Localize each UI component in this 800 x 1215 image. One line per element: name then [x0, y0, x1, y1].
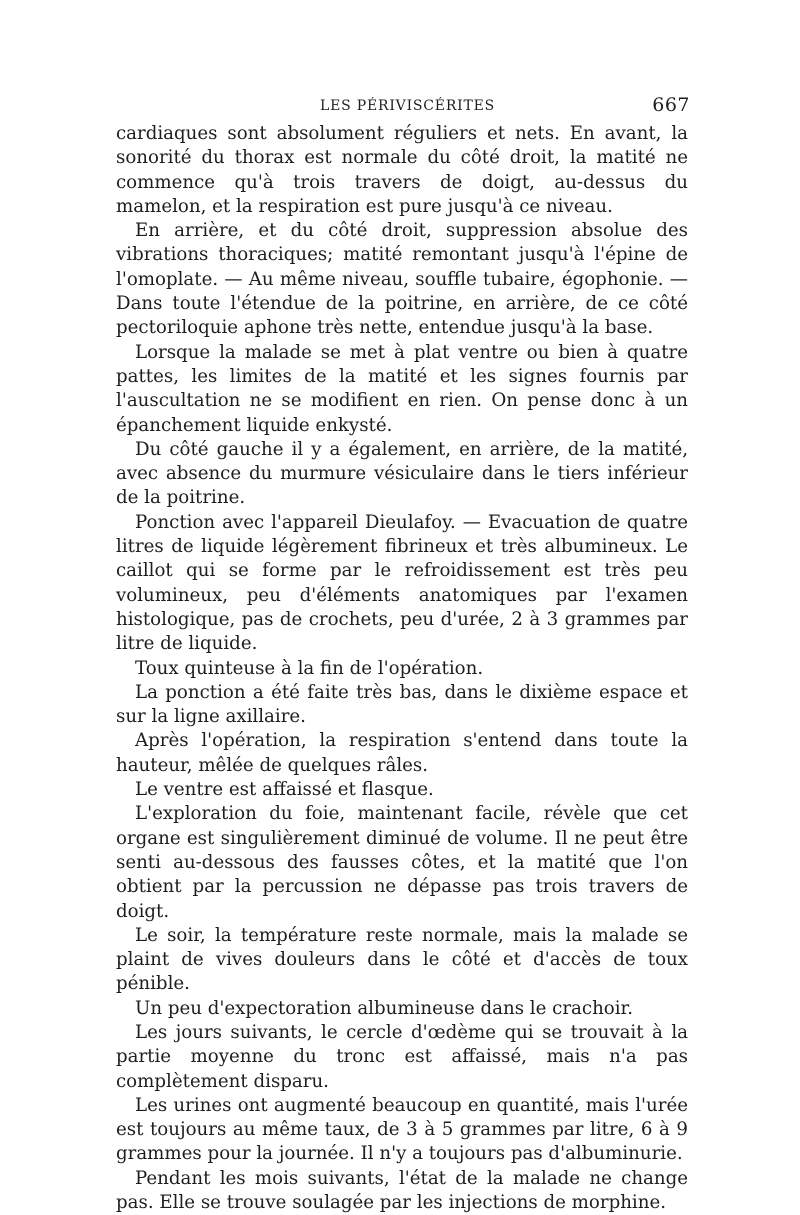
paragraph: Ponction avec l'appareil Dieulafoy. — Evacuation de quatre litres de liquide légèrement fibrineux et très albumineux. Le caillot qui se forme par le refroidissement est très peu volumineux, peu d'éléments anatomiques par l'examen histologique, pas de crochets, peu d'urée, 2 à 3 grammes par litre de liquide.: [116, 511, 688, 655]
paragraph-continued: cardiaques sont absolument réguliers et nets. En avant, la sonorité du thorax est normale du côté droit, la matité ne commence qu'à trois travers de doigt, au-dessus du mamelon, et la respiration est pure jusqu'à ce niveau.: [116, 123, 688, 217]
paragraph: Lorsque la malade se met à plat ventre ou bien à quatre pattes, les limites de la matité et les signes fournis par l'auscultation ne se modifient en rien. On pense donc à un épanchement liquide enkysté.: [116, 341, 688, 436]
paragraph: Pendant les mois suivants, l'état de la malade ne change pas. Elle se trouve soulagée par les injections de morphine.: [116, 1167, 688, 1214]
body-text: [116, 122, 688, 1215]
paragraph: Toux quinteuse à la fin de l'opération.: [135, 657, 484, 679]
running-header: [116, 92, 688, 122]
paragraph: Un peu d'expectoration albumineuse dans le crachoir.: [135, 997, 634, 1019]
paragraph: L'exploration du foie, maintenant facile, révèle que cet organe est singulièrement diminué de volume. Il ne peut être senti au-dessous des fausses côtes, et la matité que l'on obtient par la percussion ne dépasse pas trois travers de doigt.: [116, 803, 688, 922]
page-number: 667: [652, 94, 690, 116]
paragraph: Les urines ont augmenté beaucoup en quantité, mais l'urée est toujours au même taux, de 3 à 5 grammes par litre, 6 à 9 grammes pour la journée. Il n'y a toujours pas d'albuminurie.: [116, 1094, 688, 1165]
paragraph: Après l'opération, la respiration s'entend dans toute la hauteur, mêlée de quelques râles.: [116, 730, 688, 776]
paragraph: En arrière, et du côté droit, suppression absolue des vibrations thoraciques; matité remontant jusqu'à l'épine de l'omoplate. — Au même niveau, souffle tubaire, égophonie. — Dans toute l'étendue de la poitrine, en arrière, de ce côté pectoriloquie aphone très nette, entendue jusqu'à la base.: [116, 220, 688, 339]
paragraph: Les jours suivants, le cercle d'œdème qui se trouvait à la partie moyenne du tronc est affaissé, mais n'a pas complètement disparu.: [116, 1021, 688, 1092]
running-title: LES PÉRIVISCÉRITES: [320, 98, 496, 114]
paragraph: La ponction a été faite très bas, dans le dixième espace et sur la ligne axillaire.: [116, 681, 688, 728]
paragraph: Du côté gauche il y a également, en arrière, de la matité, avec absence du murmure vésiculaire dans le tiers inférieur de la poitrine.: [116, 438, 688, 509]
paragraph: Le soir, la température reste normale, mais la malade se plaint de vives douleurs dans le côté et d'accès de toux pénible.: [116, 924, 688, 995]
paragraph: Le ventre est affaissé et flasque.: [135, 779, 434, 801]
